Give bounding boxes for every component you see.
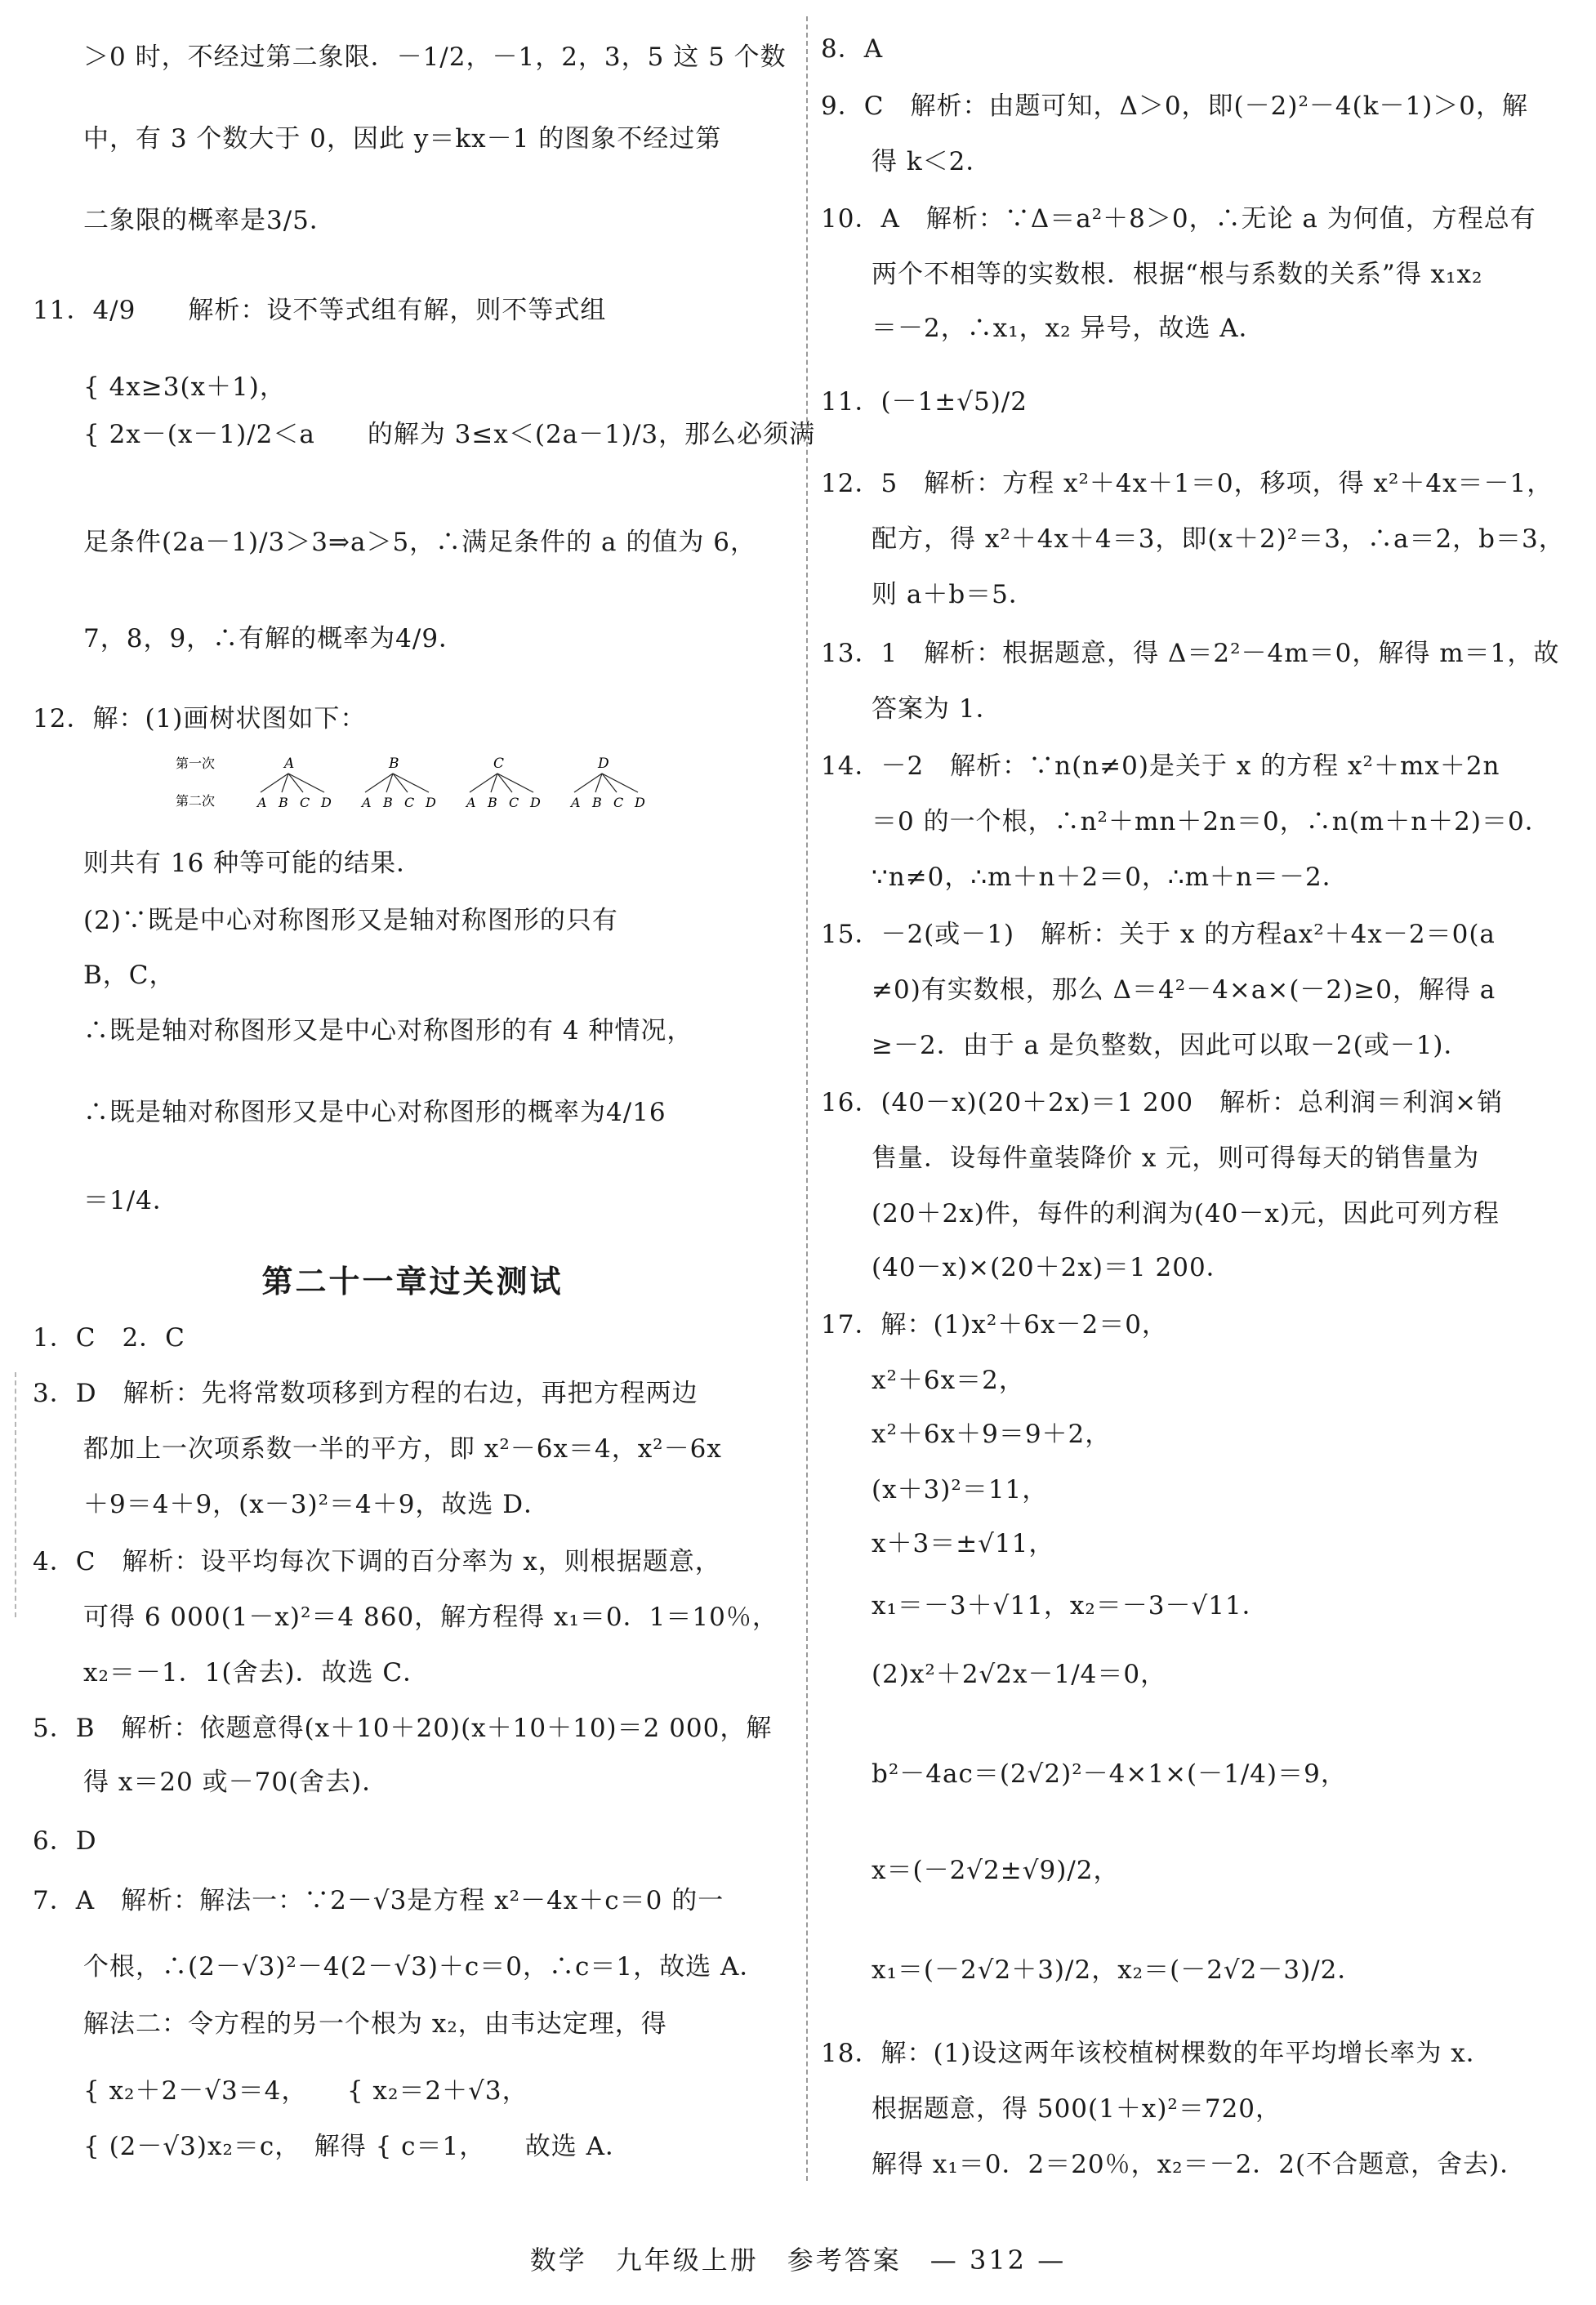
left-line: 7，8，9，∴有解的概率为4/9． bbox=[83, 624, 466, 653]
tree-child-node: B bbox=[488, 795, 497, 810]
right-line: x₁＝(－2√2＋3)/2，x₂＝(－2√2－3)/2． bbox=[872, 1955, 1364, 1985]
right-line: (40－x)×(20＋2x)＝1 200． bbox=[872, 1253, 1233, 1282]
tree-diagram-svg bbox=[176, 751, 682, 825]
left-line: ∴既是轴对称图形又是中心对称图形的有 4 种情况， bbox=[83, 1016, 693, 1045]
tree-child-node: D bbox=[426, 795, 436, 810]
left-line: { x₂＋2－√3＝4， { x₂＝2＋√3， bbox=[83, 2076, 528, 2106]
right-line: 8．A bbox=[821, 34, 884, 64]
right-line: ≠0)有实数根，那么 Δ＝4²－4×a×(－2)≥0，解得 a bbox=[872, 975, 1496, 1005]
tree-branch bbox=[288, 774, 324, 792]
tree-child-node: D bbox=[321, 795, 332, 810]
right-line: 14．－2 解析：∵n(n≠0)是关于 x 的方程 x²＋mx＋2n bbox=[821, 751, 1500, 781]
left-line: 7．A 解析：解法一：∵2－√3是方程 x²－4x＋c＝0 的一 bbox=[33, 1886, 724, 1915]
tree-child-node: C bbox=[613, 795, 624, 810]
left-line: { (2－√3)x₂＝c， 解得 { c＝1， 故选 A． bbox=[83, 2132, 631, 2161]
right-line: 13．1 解析：根据题意，得 Δ＝2²－4m＝0，解得 m＝1，故 bbox=[821, 639, 1560, 668]
left-line: 11．4/9 解析：设不等式组有解，则不等式组 bbox=[33, 296, 607, 325]
left-line: 可得 6 000(1－x)²＝4 860，解方程得 x₁＝0．1＝10％， bbox=[83, 1603, 778, 1632]
tree-child-node: A bbox=[466, 795, 476, 810]
left-line: (2)∵既是中心对称图形又是轴对称图形的只有 bbox=[83, 906, 618, 935]
tree-child-node: C bbox=[509, 795, 519, 810]
tree-child-node: D bbox=[635, 795, 645, 810]
tree-branch bbox=[595, 774, 602, 792]
tree-branch bbox=[393, 774, 408, 792]
right-line: 18．解：(1)设这两年该校植树棵数的年平均增长率为 x． bbox=[821, 2039, 1492, 2068]
left-line: ＝1/4． bbox=[83, 1186, 179, 1215]
tree-branch bbox=[261, 774, 288, 792]
right-line: 10．A 解析：∵Δ＝a²＋8＞0，∴无论 a 为何值，方程总有 bbox=[821, 204, 1536, 234]
tree-parent-node: A bbox=[284, 756, 295, 772]
right-line: 15．－2(或－1) 解析：关于 x 的方程ax²＋4x－2＝0(a bbox=[821, 920, 1496, 949]
tree-row2-label: 第二次 bbox=[176, 793, 216, 809]
right-line: 16．(40－x)(20＋2x)＝1 200 解析：总利润＝利润×销 bbox=[821, 1088, 1504, 1117]
tree-child-node: C bbox=[300, 795, 310, 810]
left-line: 4．C 解析：设平均每次下调的百分率为 x，则根据题意， bbox=[33, 1547, 721, 1576]
page-footer: 数学 九年级上册 参考答案 — 312 — bbox=[529, 2245, 1067, 2276]
right-line: 12．5 解析：方程 x²＋4x＋1＝0，移项，得 x²＋4x＝－1， bbox=[821, 469, 1554, 498]
right-line: b²－4ac＝(2√2)²－4×1×(－1/4)＝9， bbox=[872, 1759, 1347, 1789]
tree-child-node: D bbox=[530, 795, 541, 810]
tree-branch bbox=[282, 774, 288, 792]
left-line: { 4x≥3(x＋1)， bbox=[83, 372, 286, 402]
tree-parent-node: D bbox=[598, 756, 609, 772]
right-line: 配方，得 x²＋4x＋4＝3，即(x＋2)²＝3，∴a＝2，b＝3， bbox=[872, 524, 1565, 554]
right-line: (2)x²＋2√2x－1/4＝0， bbox=[872, 1660, 1167, 1689]
tree-branch bbox=[497, 774, 533, 792]
right-line: 售量．设每件童装降价 x 元，则可得每天的销售量为 bbox=[872, 1144, 1480, 1173]
tree-nodes bbox=[256, 756, 645, 810]
left-line: 12．解：(1)画树状图如下： bbox=[33, 704, 367, 733]
left-line: 则共有 16 种等可能的结果． bbox=[83, 849, 423, 878]
tree-branch bbox=[602, 774, 638, 792]
left-line: 足条件(2a－1)/3＞3⇒a＞5，∴满足条件的 a 的值为 6， bbox=[83, 528, 756, 557]
left-line: B，C， bbox=[83, 961, 176, 990]
tree-child-node: A bbox=[571, 795, 581, 810]
right-line: 得 k＜2． bbox=[872, 147, 992, 176]
right-line: (x＋3)²＝11， bbox=[872, 1475, 1049, 1505]
tree-branch bbox=[497, 774, 512, 792]
left-line: { 2x－(x－1)/2＜a 的解为 3≤x＜(2a－1)/3，那么必须满 bbox=[83, 420, 816, 449]
right-line: 两个不相等的实数根．根据“根与系数的关系”得 x₁x₂ bbox=[872, 260, 1483, 289]
right-line: x₁＝－3＋√11，x₂＝－3－√11． bbox=[872, 1591, 1268, 1621]
right-line: ＝－2，∴x₁，x₂ 异号，故选 A． bbox=[872, 314, 1265, 343]
left-line: 个根，∴(2－√3)²－4(2－√3)＋c＝0，∴c＝1，故选 A． bbox=[83, 1952, 766, 1982]
right-line: x²＋6x＝2， bbox=[872, 1366, 1025, 1395]
right-line: 根据题意，得 500(1＋x)²＝720， bbox=[872, 2094, 1282, 2124]
right-line: 17．解：(1)x²＋6x－2＝0， bbox=[821, 1310, 1168, 1340]
tree-branch bbox=[386, 774, 393, 792]
tree-child-node: C bbox=[404, 795, 415, 810]
left-line: 1．C 2．C bbox=[33, 1323, 185, 1353]
tree-branch bbox=[365, 774, 393, 792]
tree-child-node: B bbox=[592, 795, 602, 810]
right-line: 11．(－1±√5)/2 bbox=[821, 387, 1028, 417]
tree-branch bbox=[470, 774, 497, 792]
tree-child-node: A bbox=[257, 795, 267, 810]
section-heading: 第二十一章过关测试 bbox=[261, 1264, 564, 1300]
tree-parent-node: C bbox=[493, 756, 505, 772]
tree-branch bbox=[393, 774, 429, 792]
right-line: 答案为 1． bbox=[872, 694, 1002, 724]
right-line: ≥－2．由于 a 是负整数，因此可以取－2(或－1)． bbox=[872, 1031, 1470, 1060]
tree-child-node: B bbox=[383, 795, 393, 810]
right-line: x＋3＝±√11， bbox=[872, 1529, 1055, 1558]
left-line: 都加上一次项系数一半的平方，即 x²－6x＝4，x²－6x bbox=[83, 1434, 722, 1464]
left-line: 二象限的概率是3/5． bbox=[83, 206, 336, 235]
tree-parent-node: B bbox=[389, 756, 399, 772]
tree-child-node: B bbox=[279, 795, 288, 810]
left-line: ＋9＝4＋9，(x－3)²＝4＋9，故选 D． bbox=[83, 1490, 551, 1519]
tree-branch bbox=[602, 774, 617, 792]
left-line: 5．B 解析：依题意得(x＋10＋20)(x＋10＋10)＝2 000，解 bbox=[33, 1714, 773, 1743]
tree-branch bbox=[288, 774, 303, 792]
right-line: ∵n≠0，∴m＋n＋2＝0，∴m＋n＝－2． bbox=[872, 863, 1349, 892]
left-line: 6．D bbox=[33, 1826, 97, 1856]
left-line: 得 x＝20 或－70(舍去)． bbox=[83, 1768, 389, 1797]
right-line: 9．C 解析：由题可知，Δ＞0，即(－2)²－4(k－1)＞0，解 bbox=[821, 91, 1529, 121]
right-line: ＝0 的一个根，∴n²＋mn＋2n＝0，∴n(m＋n＋2)＝0． bbox=[872, 807, 1551, 836]
tree-branch bbox=[574, 774, 602, 792]
left-line: 3．D 解析：先将常数项移到方程的右边，再把方程两边 bbox=[33, 1379, 698, 1408]
left-line: x₂＝－1．1(舍去)．故选 C． bbox=[83, 1658, 430, 1688]
left-line: ∴既是轴对称图形又是中心对称图形的概率为4/16 bbox=[83, 1098, 666, 1127]
tree-row1-label: 第一次 bbox=[176, 756, 216, 771]
column-divider bbox=[806, 16, 808, 2181]
right-line: (20＋2x)件，每件的利润为(40－x)元，因此可列方程 bbox=[872, 1199, 1500, 1228]
tree-child-node: A bbox=[362, 795, 372, 810]
right-line: 解得 x₁＝0．2＝20％，x₂＝－2．2(不合题意，舍去)． bbox=[872, 2150, 1527, 2179]
tree-diagram bbox=[176, 751, 682, 825]
left-line: 解法二：令方程的另一个根为 x₂，由韦达定理，得 bbox=[83, 2009, 667, 2039]
right-line: 则 a＋b＝5． bbox=[872, 580, 1035, 609]
right-line: x²＋6x＋9＝9＋2， bbox=[872, 1420, 1112, 1449]
tree-branch bbox=[491, 774, 497, 792]
left-column bbox=[33, 0, 816, 2191]
right-column bbox=[821, 0, 1580, 2191]
left-line: 中，有 3 个数大于 0，因此 y＝kx－1 的图象不经过第 bbox=[83, 124, 722, 154]
right-line: x＝(－2√2±√9)/2， bbox=[872, 1856, 1120, 1885]
margin-rule bbox=[15, 1372, 16, 1617]
left-line: ＞0 时，不经过第二象限．－1/2，－1，2，3，5 这 5 个数 bbox=[83, 42, 787, 72]
